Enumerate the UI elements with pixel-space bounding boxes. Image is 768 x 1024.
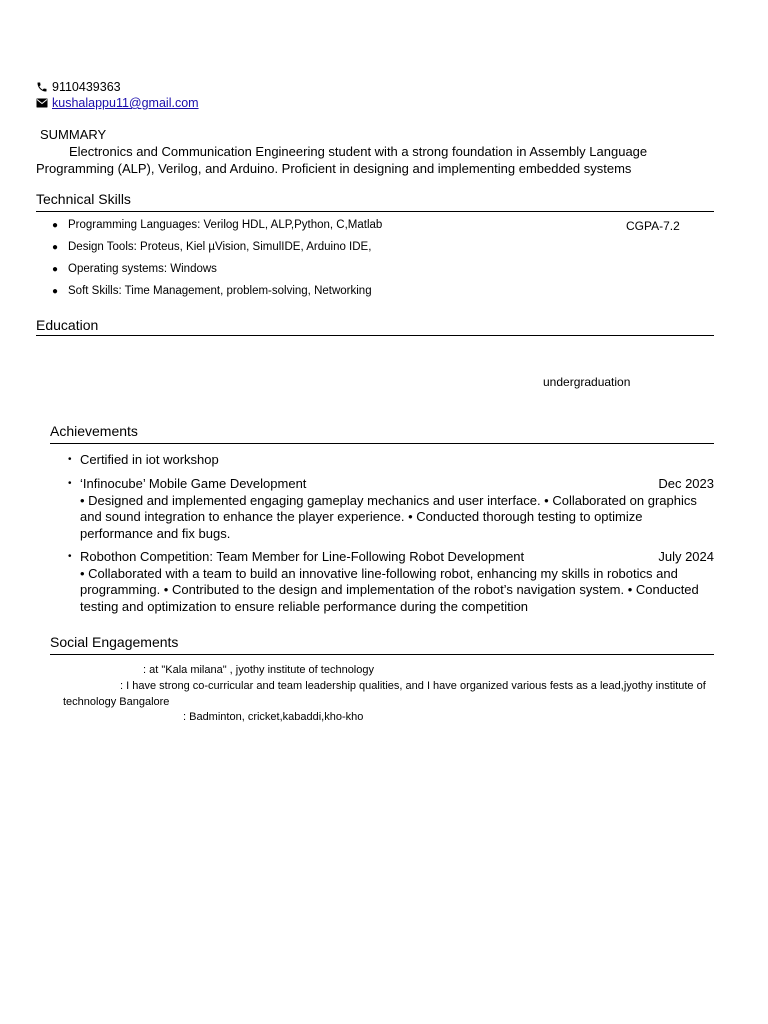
section-divider: [50, 443, 714, 444]
section-divider: [36, 335, 714, 336]
social-line: : at "Kala milana" , jyothy institute of technology: [143, 664, 374, 676]
social-line: : Badminton, cricket,kabaddi,kho-kho: [183, 711, 364, 723]
cgpa-value: CGPA-7.2: [626, 219, 680, 233]
phone-number: 9110439363: [52, 80, 121, 94]
achievement-item: [68, 476, 714, 542]
skill-item: ● Soft Skills: Time Management, problem-solving, Networking: [52, 285, 372, 297]
section-divider: [36, 211, 714, 212]
achievement-date: Dec 2023: [658, 476, 714, 491]
skill-item: ● Operating systems: Windows: [52, 263, 217, 275]
achievements-heading: Achievements: [50, 423, 138, 439]
achievement-title: Certified in iot workshop: [80, 452, 219, 467]
achievement-title: ‘Infinocube’ Mobile Game Development: [80, 476, 307, 491]
summary-heading: SUMMARY: [40, 127, 107, 142]
email-link[interactable]: kushalappu11@gmail.com: [52, 96, 199, 110]
social-line: : I have strong co-curricular and team leadership qualities, and I have organized various fests as a lead,jyothy institute of technology Bangalore: [63, 680, 706, 708]
education-heading: Education: [36, 317, 99, 333]
skill-item: ● Programming Languages: Verilog HDL, ALP,Python, C,Matlab: [52, 219, 383, 231]
achievement-title: Robothon Competition: Team Member for Line-Following Robot Development: [80, 549, 525, 564]
bullet-icon: ●: [52, 264, 59, 275]
email-line: [36, 96, 199, 110]
bullet-icon: •: [68, 551, 72, 562]
phone-line: [36, 80, 121, 94]
skill-item: ● Design Tools: Proteus, Kiel µVision, SimulIDE, Arduino IDE,: [52, 241, 372, 253]
summary-text: Electronics and Communication Engineering student with a strong foundation in Assembly Language Programming (ALP), Verilog, and Arduino. Proficient in designing and implementing embedded systems: [36, 144, 648, 176]
technical-skills-heading: Technical Skills: [36, 191, 131, 207]
bullet-icon: •: [68, 454, 72, 465]
education-level: undergraduation: [543, 375, 631, 389]
bullet-icon: •: [68, 478, 72, 489]
phone-icon: [36, 81, 48, 93]
achievement-description: • Collaborated with a team to build an innovative line-following robot, enhancing my skills in robotics and programming. • Contributed to the design and implementation of the robot’s navigation system. • Conducted testing and optimization to ensure reliable performance during the competition: [80, 565, 699, 614]
achievement-item: [68, 452, 714, 469]
section-divider: [50, 654, 714, 655]
achievement-item: [68, 549, 714, 615]
social-engagements-heading: Social Engagements: [50, 634, 179, 650]
bullet-icon: ●: [52, 220, 59, 231]
envelope-icon: [36, 98, 48, 108]
achievement-description: • Designed and implemented engaging gameplay mechanics and user interface. • Collaborated on graphics and sound integration to enhance the player experience. • Conducted thorough testing to optimize performance and fix bugs.: [80, 492, 697, 541]
bullet-icon: ●: [52, 242, 59, 253]
achievement-date: July 2024: [658, 549, 714, 564]
bullet-icon: ●: [52, 286, 59, 297]
